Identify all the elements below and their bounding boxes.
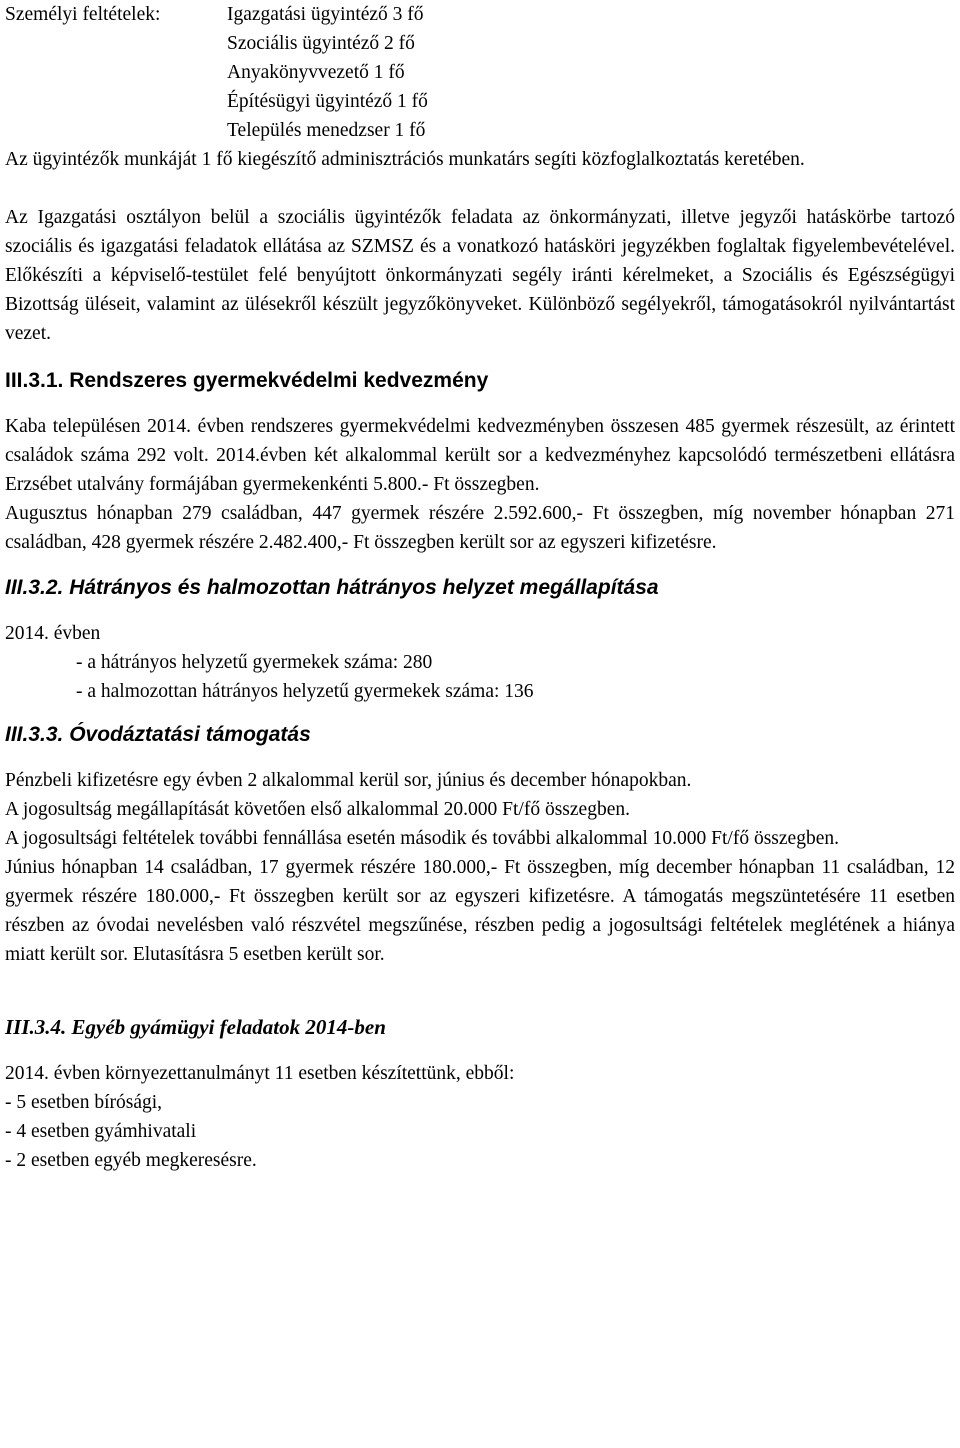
section-2-list [5,648,955,706]
staffing-block [5,0,955,145]
section-4-intro: 2014. évben környezettanulmányt 11 esetben készítettünk, ebből: [5,1063,515,1084]
intro-paragraph: Az Igazgatási osztályon belül a szociális ügyintézők feladata az önkormányzati, illetve jegyzői hatáskörbe tartozó szociális és igazgatási feladatok ellátása az SZMSZ és a vonatkozó hatásköri jegyzékben foglaltak figyelembevételével. Előkészíti a képviselő-testület felé benyújtott önkormányzati segély iránti kérelmeket, a Szociális és Egészségügyi Bizottság üléseit, valamint az ülésekről készült jegyzőkönyveket. Különböző segélyekről, támogatásokról nyilvántartást vezet. [5,207,955,344]
staffing-note: Az ügyintézők munkáját 1 fő kiegészítő adminisztrációs munkatárs segíti közfoglalkoztatás keretében. [5,149,805,170]
list-item: - 4 esetben gyámhivatali [5,1121,197,1142]
section-heading-1: III.3.1. Rendszeres gyermekvédelmi kedvezmény [5,369,489,392]
document-page [5,0,955,1175]
section-heading-3: III.3.3. Óvodáztatási támogatás [5,723,311,746]
section-4-list [5,1088,955,1175]
list-item: - a halmozottan hátrányos helyzetű gyermekek száma: 136 [76,681,534,702]
list-item: - a hátrányos helyzetű gyermekek száma: 280 [76,652,433,673]
section-1-paragraph-1: Kaba településen 2014. évben rendszeres gyermekvédelmi kedvezményben összesen 485 gyermek részesült, az érintett családok száma 292 volt. 2014.évben két alkalommal került sor a kedvezményhez kapcsolódó természetbeni ellátásra Erzsébet utalvány formájában gyermekenkénti 5.800.- Ft összegben. [5,416,955,495]
section-3-line-1: Pénzbeli kifizetésre egy évben 2 alkalommal kerül sor, június és december hónapokban. [5,770,692,791]
section-1-paragraph-2: Augusztus hónapban 279 családban, 447 gyermek részére 2.592.600,- Ft összegben, míg november hónapban 271 családban, 428 gyermek részére 2.482.400,- Ft összegben került sor az egyszeri kifizetésre. [5,503,955,553]
staffing-item: Építésügyi ügyintéző 1 fő [227,91,428,112]
staffing-list [227,0,428,145]
list-item: - 2 esetben egyéb megkeresésre. [5,1150,257,1171]
staffing-label: Személyi feltételek: [5,4,161,25]
staffing-item: Település menedzser 1 fő [227,120,426,141]
list-item: - 5 esetben bírósági, [5,1092,163,1113]
staffing-item: Anyakönyvvezető 1 fő [227,62,405,83]
section-2-year-line: 2014. évben [5,623,101,644]
section-3-paragraph: Június hónapban 14 családban, 17 gyermek részére 180.000,- Ft összegben, míg december hónapban 11 családban, 12 gyermek részére 180.000,- Ft összegben került sor az egyszeri kifizetésre. A támogatás megszüntetésére 11 esetben részben az óvodai nevelésben való részvétel megszűnése, részben pedig a jogosultsági feltételek meglétének a hiánya miatt került sor. Elutasításra 5 esetben került sor. [5,857,955,965]
section-3-line-2: A jogosultság megállapítását követően első alkalommal 20.000 Ft/fő összegben. [5,799,630,820]
staffing-item: Szociális ügyintéző 2 fő [227,33,415,54]
section-heading-4: III.3.4. Egyéb gyámügyi feladatok 2014-ben [5,1015,386,1039]
section-3-line-3: A jogosultsági feltételek további fennállása esetén második és további alkalommal 10.000 Ft/fő összegben. [5,828,839,849]
section-heading-2: III.3.2. Hátrányos és halmozottan hátrányos helyzet megállapítása [5,576,659,599]
staffing-item: Igazgatási ügyintéző 3 fő [227,4,424,25]
